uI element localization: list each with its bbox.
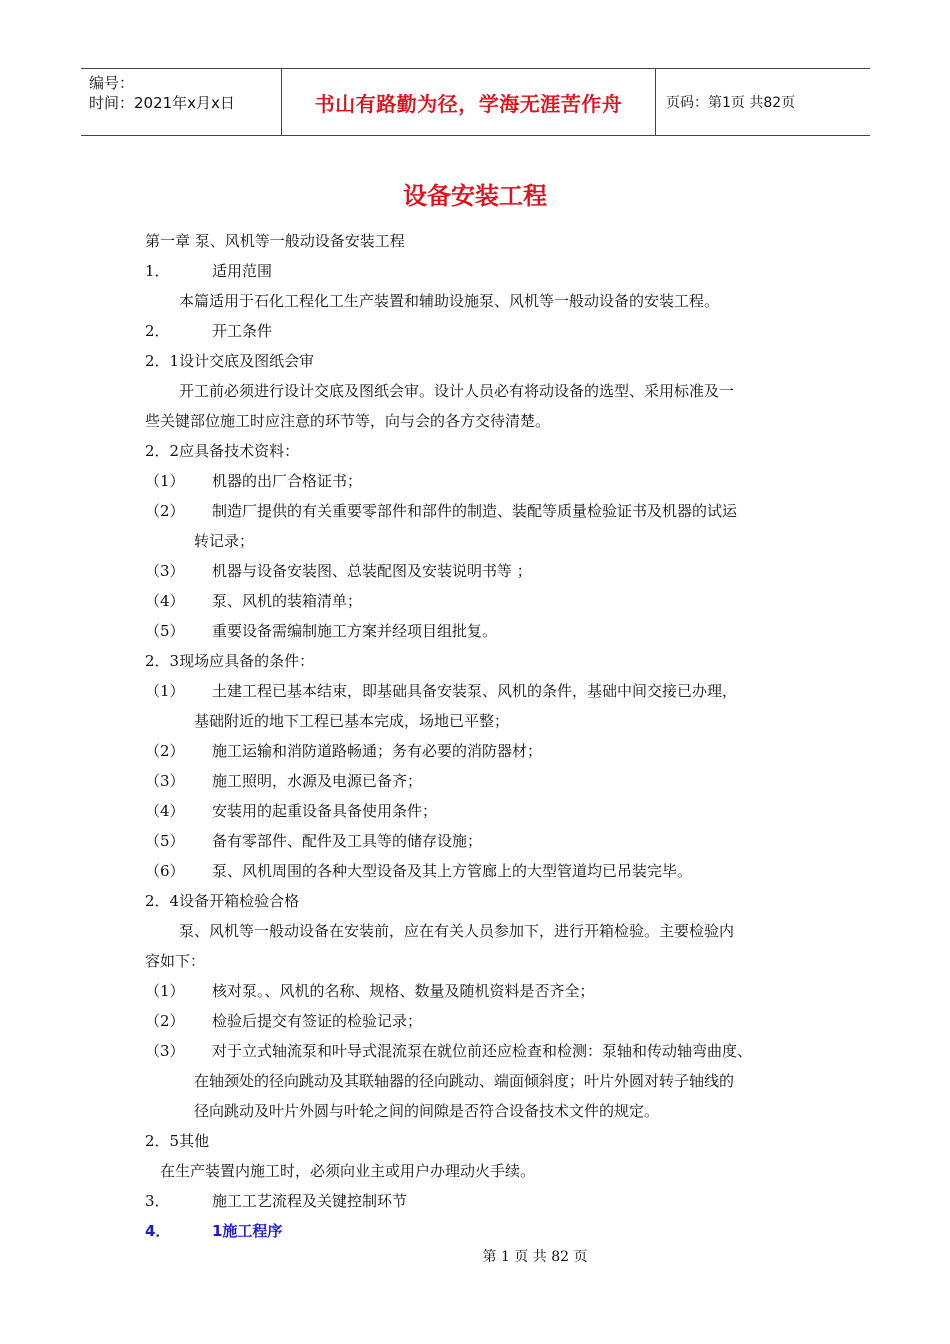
page-header xyxy=(81,68,870,136)
list-item: （3） 机器与设备安装图、总装配图及安装说明书等 ； xyxy=(145,562,532,580)
paragraph-line: 容如下： xyxy=(145,952,206,970)
paragraph-line: 在生产装置内施工时，必须向业主或用户办理动火手续。 xyxy=(160,1162,536,1180)
subsection-heading: 2．5其他 xyxy=(145,1132,210,1150)
header-motto: 书山有路勤为径，学海无涯苦作舟 xyxy=(282,69,656,135)
list-item: （2） 检验后提交有签证的检验记录； xyxy=(145,1012,423,1030)
header-meta xyxy=(81,69,282,135)
list-item: （3） 施工照明，水源及电源已备齐； xyxy=(145,772,423,790)
paragraph-line: 开工前必须进行设计交底及图纸会审。设计人员必有将动设备的选型、采用标准及一 xyxy=(179,382,735,400)
list-item: （4） 安装用的起重设备具备使用条件； xyxy=(145,802,438,820)
subsection-heading: 2．1设计交底及图纸会审 xyxy=(145,352,315,370)
list-item: （2） 施工运输和消防道路畅通；务有必要的消防器材； xyxy=(145,742,543,760)
list-item-continuation: 基础附近的地下工程已基本完成，场地已平整； xyxy=(194,712,510,730)
document-time-label: 时间：2021年x月x日 xyxy=(89,94,235,112)
chapter-heading: 第一章 泵、风机等一般动设备安装工程 xyxy=(145,232,405,250)
list-item: （2） 制造厂提供的有关重要零部件和部件的制造、装配等质量检验证书及机器的试运 xyxy=(145,502,738,520)
document-number-label: 编号： xyxy=(89,74,135,92)
subsection-heading: 2．2应具备技术资料： xyxy=(145,442,300,460)
list-item-continuation: 转记录； xyxy=(194,532,255,550)
section-heading: 3． 施工工艺流程及关键控制环节 xyxy=(145,1192,408,1210)
list-item: （1） 机器的出厂合格证书； xyxy=(145,472,363,490)
section-heading-highlight: 4． 1施工程序 xyxy=(145,1222,283,1240)
list-item: （5） 备有零部件、配件及工具等的储存设施； xyxy=(145,832,483,850)
list-item-continuation: 在轴颈处的径向跳动及其联轴器的径向跳动、端面倾斜度；叶片外圆对转子轴线的 xyxy=(194,1072,735,1090)
subsection-heading: 2．4设备开箱检验合格 xyxy=(145,892,300,910)
list-item: （6） 泵、风机周围的各种大型设备及其上方管廊上的大型管道均已吊装完毕。 xyxy=(145,862,693,880)
list-item-continuation: 径向跳动及叶片外圆与叶轮之间的间隙是否符合设备技术文件的规定。 xyxy=(194,1102,660,1120)
paragraph-line: 泵、风机等一般动设备在安装前，应在有关人员参加下，进行开箱检验。主要检验内 xyxy=(179,922,735,940)
page-footer: 第 1 页 共 82 页 xyxy=(482,1249,588,1265)
document-body xyxy=(145,226,825,1246)
list-item: （4） 泵、风机的装箱清单； xyxy=(145,592,363,610)
header-page-info: 页码：第1页 共82页 xyxy=(666,95,796,111)
list-item: （3） 对于立式轴流泵和叶导式混流泵在就位前还应检查和检测：泵轴和传动轴弯曲度、 xyxy=(145,1042,753,1060)
section-heading: 1． 适用范围 xyxy=(145,262,273,280)
section-heading: 2． 开工条件 xyxy=(145,322,273,340)
list-item: （5） 重要设备需编制施工方案并经项目组批复。 xyxy=(145,622,498,640)
document-title: 设备安装工程 xyxy=(403,182,547,210)
list-item: （1） 土建工程已基本结束，即基础具备安装泵、风机的条件，基础中间交接已办理， xyxy=(145,682,738,700)
list-item: （1） 核对泵。、风机的名称、规格、数量及随机资料是否齐全； xyxy=(145,982,595,1000)
subsection-heading: 2．3现场应具备的条件： xyxy=(145,652,315,670)
paragraph-line: 本篇适用于石化工程化工生产装置和辅助设施泵、风机等一般动设备的安装工程。 xyxy=(179,292,720,310)
paragraph-line: 些关键部位施工时应注意的环节等，向与会的各方交待清楚。 xyxy=(145,412,551,430)
